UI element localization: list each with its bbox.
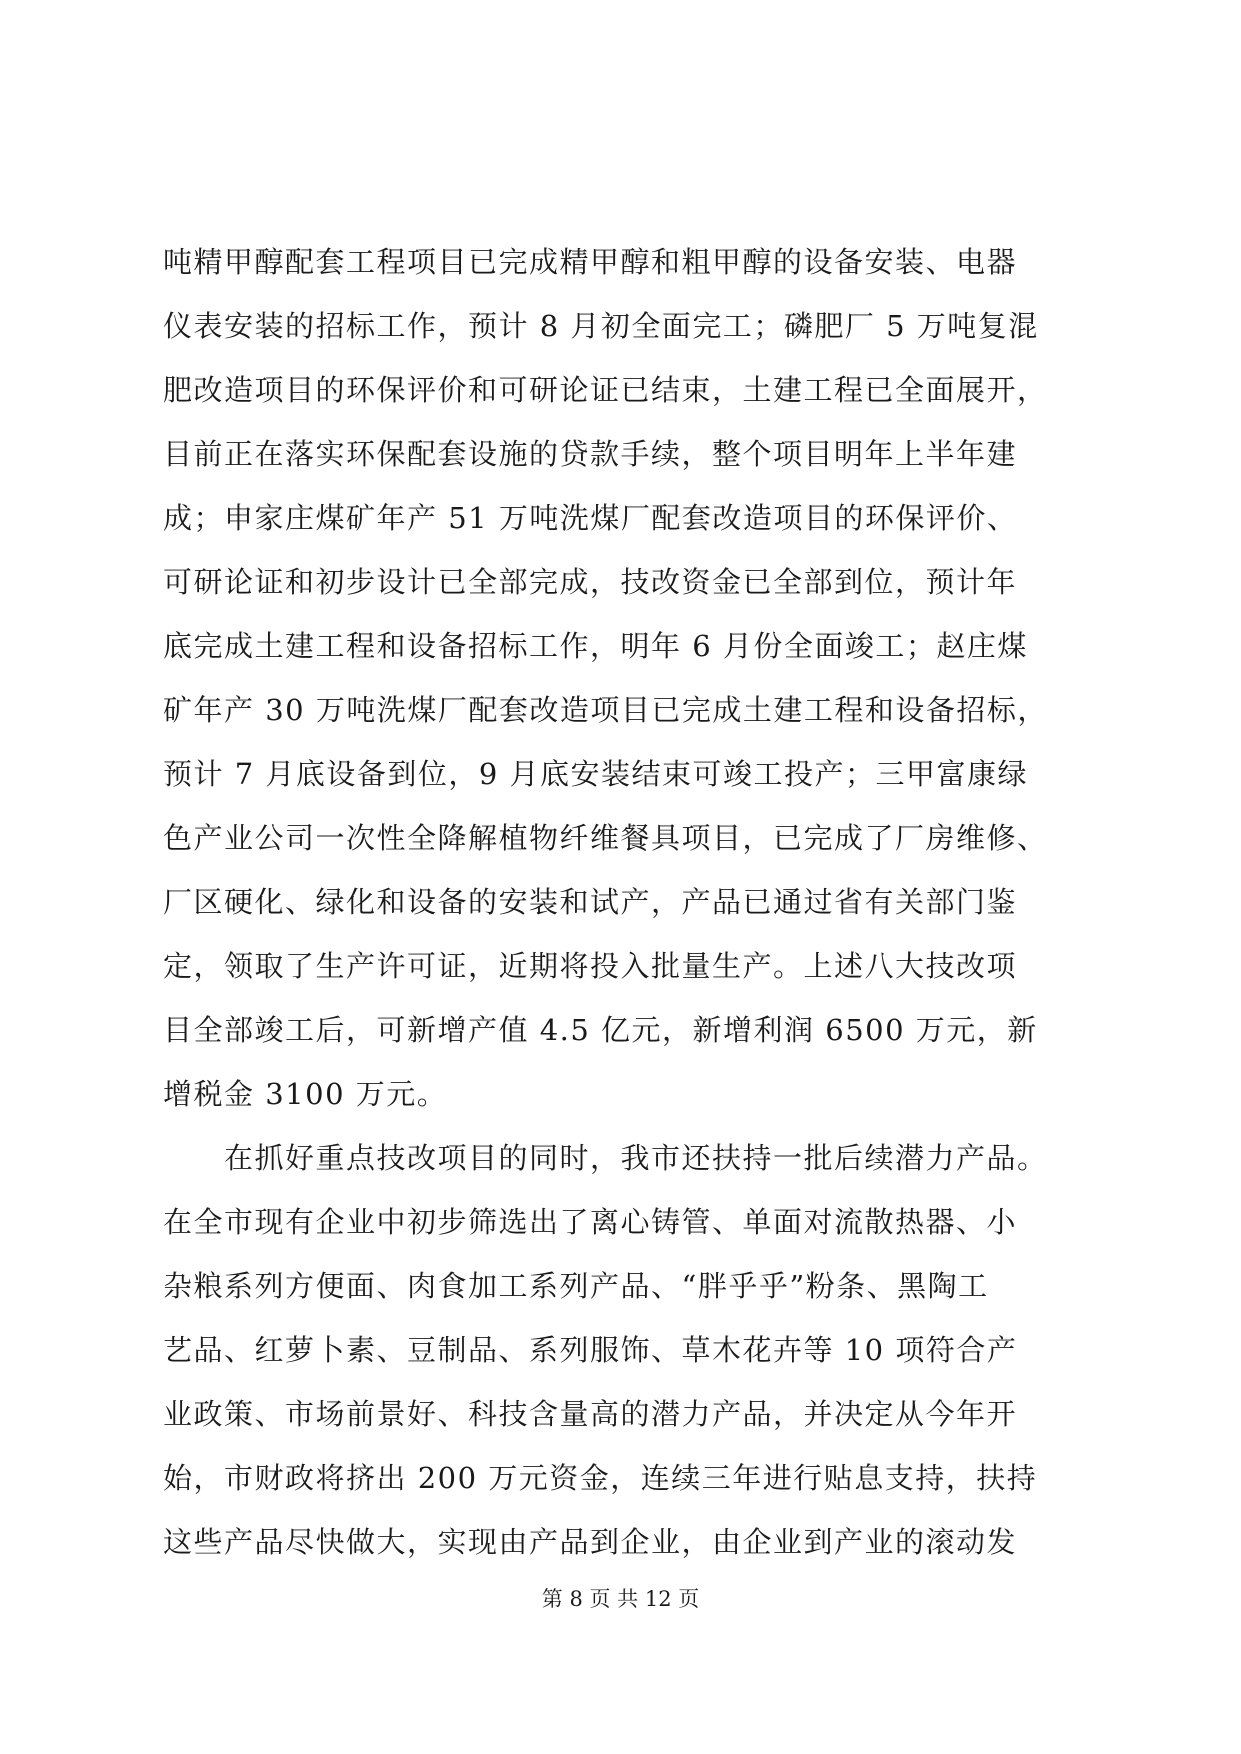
text-line: 目全部竣工后，可新增产值 4.5 亿元，新增利润 6500 万元，新 [163,1013,1038,1047]
page-number-footer: 第 8 页 共 12 页 [541,1587,700,1611]
text-line: 在全市现有企业中初步筛选出了离心铸管、单面对流散热器、小 [163,1205,1018,1239]
text-line: 仪表安装的招标工作，预计 8 月初全面完工；磷肥厂 5 万吨复混 [163,309,1039,343]
text-line: 艺品、红萝卜素、豆制品、系列服饰、草木花卉等 10 项符合产 [163,1333,1018,1367]
text-line: 矿年产 30 万吨洗煤厂配套改造项目已完成土建工程和设备招标， [163,693,1048,727]
text-line: 目前正在落实环保配套设施的贷款手续，整个项目明年上半年建 [163,437,1018,471]
text-line: 在抓好重点技改项目的同时，我市还扶持一批后续潜力产品。 [163,1141,1048,1175]
text-line: 预计 7 月底设备到位，9 月底安装结束可竣工投产；三甲富康绿 [163,757,1029,791]
text-line: 成；申家庄煤矿年产 51 万吨洗煤厂配套改造项目的环保评价、 [163,501,1018,535]
text-line: 厂区硬化、绿化和设备的安装和试产，产品已通过省有关部门鉴 [163,885,1018,919]
text-line: 色产业公司一次性全降解植物纤维餐具项目，已完成了厂房维修、 [163,821,1048,855]
text-line: 可研论证和初步设计已全部完成，技改资金已全部到位，预计年 [163,565,1018,599]
text-line: 定，领取了生产许可证，近期将投入批量生产。上述八大技改项 [163,949,1018,983]
document-body [163,230,1113,1574]
text-line: 肥改造项目的环保评价和可研论证已结束，土建工程已全面展开， [163,373,1048,407]
text-line: 底完成土建工程和设备招标工作，明年 6 月份全面竣工；赵庄煤 [163,629,1028,663]
text-line: 业政策、市场前景好、科技含量高的潜力产品，并决定从今年开 [163,1397,1018,1431]
text-line: 这些产品尽快做大，实现由产品到企业，由企业到产业的滚动发 [163,1525,1018,1559]
text-line: 增税金 3100 万元。 [163,1077,448,1111]
text-line: 始，市财政将挤出 200 万元资金，连续三年进行贴息支持，扶持 [163,1461,1038,1495]
text-line: 吨精甲醇配套工程项目已完成精甲醇和粗甲醇的设备安装、电器 [163,245,1018,279]
text-line: 杂粮系列方便面、肉食加工系列产品、“胖乎乎”粉条、黑陶工 [163,1269,989,1303]
